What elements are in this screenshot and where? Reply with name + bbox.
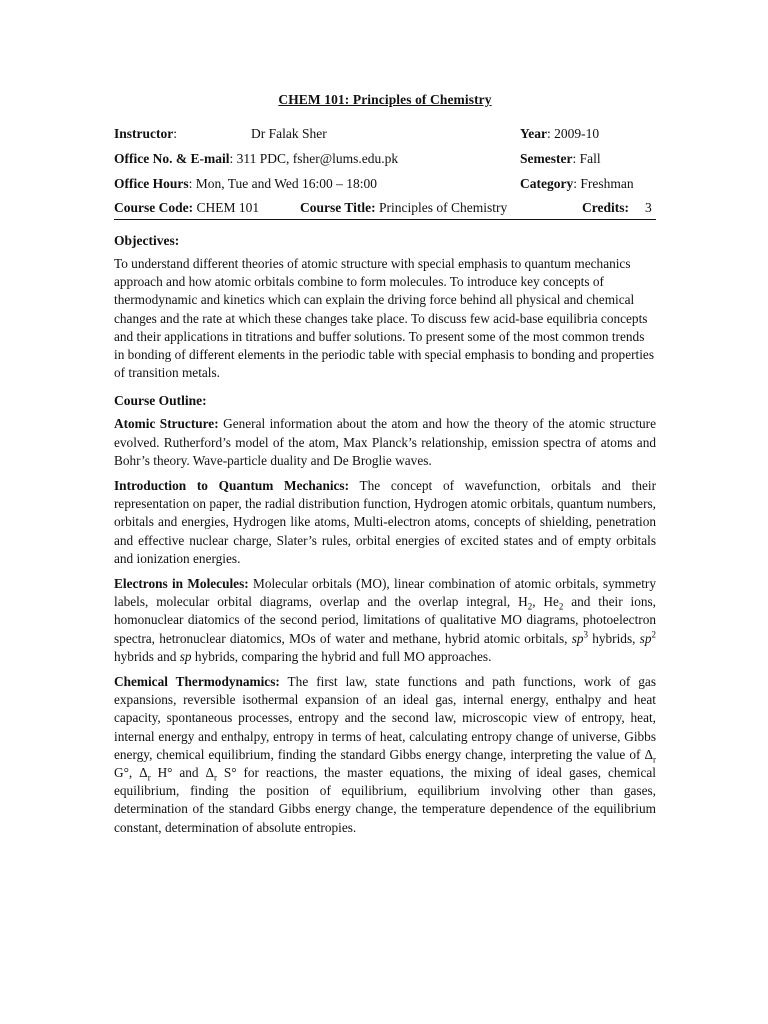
delta-s-subscript: r: [214, 772, 217, 783]
sp2-superscript: 2: [651, 629, 656, 640]
category-label: Category: [520, 176, 574, 191]
h2-subscript: 2: [527, 601, 533, 612]
sp2-label: sp: [639, 630, 652, 646]
delta-g-subscript: r: [653, 754, 656, 765]
delta-h-term: H° and: [150, 765, 206, 781]
semester-label: Semester: [520, 151, 573, 166]
delta-h-symbol: Δ: [139, 765, 148, 781]
thermo-paragraph: [114, 673, 656, 837]
thermo-lead: Chemical Thermodynamics:: [114, 674, 280, 690]
category-value: : Freshman: [573, 176, 634, 191]
year-value: : 2009-10: [547, 126, 600, 141]
office-label: Office No. & E-mail: [114, 151, 230, 166]
electrons-lead: Electrons in Molecules:: [114, 576, 249, 592]
course-title-value: Principles of Chemistry: [375, 200, 508, 215]
hours-value: : Mon, Tue and Wed 16:00 – 18:00: [188, 176, 378, 191]
credits-value: 3: [645, 200, 652, 215]
electrons-text-5: hybrids and: [114, 648, 180, 664]
electrons-text-6: hybrids, comparing the hybrid and full MO approaches.: [191, 648, 492, 664]
electrons-text-4: hybrids,: [588, 630, 640, 646]
atomic-structure-paragraph: [114, 415, 656, 470]
instructor-value: Dr Falak Sher: [251, 126, 327, 141]
objectives-heading: Objectives:: [114, 233, 180, 248]
thermo-text-2: for reactions, the master equations, the mixing of ideal gases, chemical equilibrium, finding the position of equilibrium, equilibrium involving other than gases, determination of the standard Gibbs energy change, the temperature dependence of the equilibrium constant, determination of absolute entropies.: [114, 765, 656, 835]
delta-g-term: G°,: [114, 765, 140, 781]
meta-row-hours: [114, 171, 656, 196]
delta-g-symbol: Δ: [644, 746, 653, 762]
electrons-text-3: and their ions, homonuclear diatomics of the second period, limitations of qualitative MO diagrams, photoelectron spectra, hetronuclear diatomics, MOs of water and methane, hybrid atomic orbitals,: [114, 594, 656, 646]
quantum-text: The concept of wavefunction, orbitals and their representation on paper, the radial distribution function, Hydrogen atomic orbitals, quantum numbers, orbitals and energies, Hydrogen like atoms, Multi-electron atoms, concepts of shielding, penetration and effective nuclear charge, Slater’s rules, orbital energies of excited states and of empty orbitals and ionization energies.: [114, 478, 657, 566]
meta-row-office: [114, 146, 656, 171]
syllabus-page: [114, 92, 656, 844]
hours-label: Office Hours: [114, 176, 189, 191]
outline-heading: Course Outline:: [114, 393, 207, 409]
sp3-superscript: 3: [583, 629, 589, 640]
course-title-label: Course Title:: [300, 200, 376, 215]
delta-s-term: S°: [217, 765, 237, 781]
course-code-value: CHEM 101: [193, 200, 260, 215]
quantum-lead: Introduction to Quantum Mechanics:: [114, 478, 350, 494]
page-title: CHEM 101: Principles of Chemistry: [278, 92, 492, 107]
instructor-sep: :: [173, 126, 178, 141]
delta-h-subscript: r: [147, 772, 151, 783]
year-label: Year: [520, 126, 547, 141]
electrons-text-2: , He: [532, 594, 559, 610]
objectives-text: To understand different theories of atomic structure with special emphasis to quantum mechanics approach and how atomic orbitals combine to form molecules. To introduce key concepts of thermodynamic and kinetics which can explain the driving force behind all physical and chemical changes and the rate at which these changes take place. To discuss few acid-base equilibria concepts and their applications in titrations and buffer solutions. To present some of the most common trends in bonding of different elements in the periodic table with special emphasis to bonding and properties of transition metals.: [114, 256, 654, 381]
office-value: : 311 PDC, fsher@lums.edu.pk: [229, 151, 399, 166]
electrons-paragraph: [114, 575, 656, 666]
semester-value: : Fall: [572, 151, 601, 166]
atomic-structure-text: General information about the atom and how the theory of the atomic structure evolved. Rutherford’s model of the atom, Max Planck’s relationship, emission spectra of atoms and Bohr’s theory. Wave-particle duality and De Broglie waves.: [114, 416, 657, 468]
meta-row-course: [114, 197, 656, 220]
delta-s-symbol: Δ: [205, 765, 214, 781]
quantum-paragraph: [114, 477, 656, 568]
thermo-text-1: The first law, state functions and path functions, work of gas expansions, reversible isothermal expansion of an ideal gas, internal energy, enthalpy and heat capacity, spontaneous processes, entropy and the second law, microscopic view of entropy, heat, internal energy and enthalpy, entropy in terms of heat, calculating entropy change of universe, Gibbs energy, chemical equilibrium, finding the standard Gibbs energy change, interpreting the value of: [114, 674, 656, 762]
course-code-label: Course Code:: [114, 200, 194, 215]
credits-label: Credits:: [582, 200, 629, 215]
instructor-label: Instructor: [114, 126, 174, 141]
atomic-structure-lead: Atomic Structure:: [114, 416, 219, 432]
he2-subscript: 2: [558, 601, 564, 612]
electrons-text-1: Molecular orbitals (MO), linear combination of atomic orbitals, symmetry labels, molecular orbital diagrams, overlap and the overlap integral, H: [114, 576, 656, 610]
sp3-label: sp: [571, 630, 584, 646]
meta-row-instructor: [114, 121, 656, 146]
sp-label: sp: [179, 648, 192, 664]
